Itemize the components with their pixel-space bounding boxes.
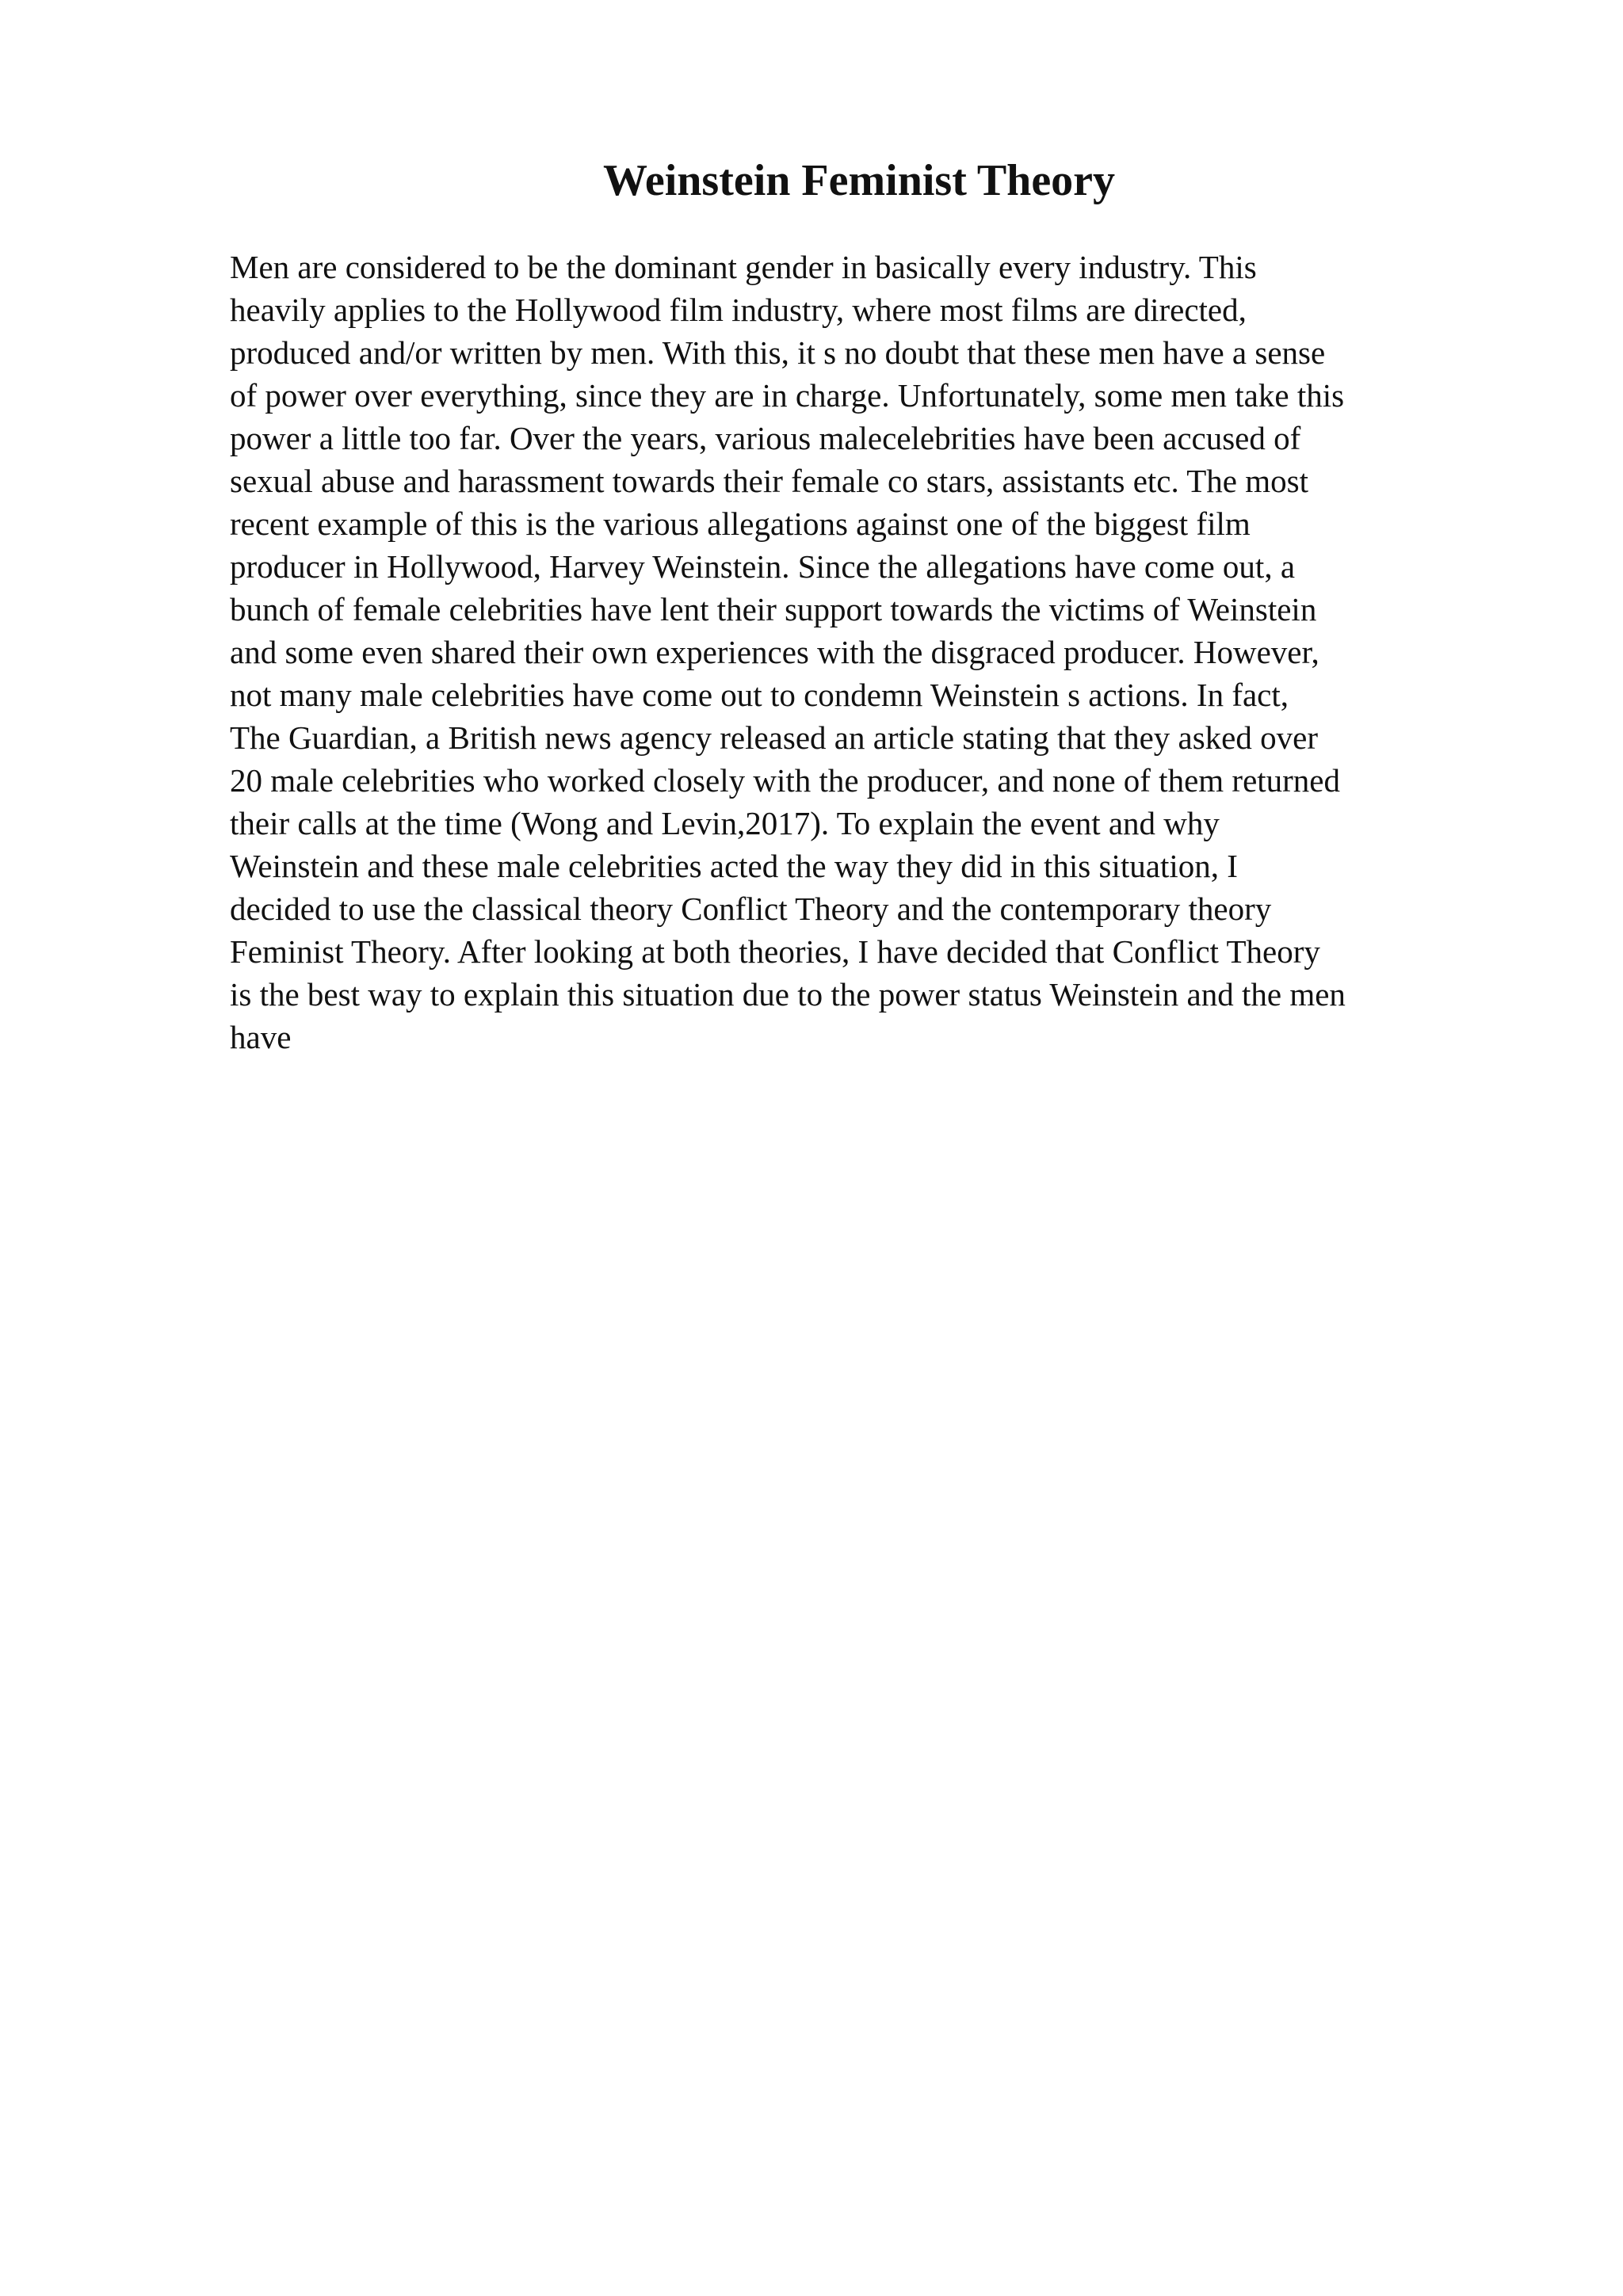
paragraph-line: Feminist Theory. After looking at both theories, I have decided that Conflict Theory [230,933,1320,970]
paragraph-line: bunch of female celebrities have lent their support towards the victims of Weinstein [230,591,1317,627]
paragraph-line: 20 male celebrities who worked closely with the producer, and none of them returned [230,762,1341,799]
paragraph-line: not many male celebrities have come out to condemn Weinstein s actions. In fact, [230,677,1289,713]
paragraph-line: The Guardian, a British news agency released an article stating that they asked over [230,719,1318,756]
paragraph-line: have [230,1019,292,1055]
paragraph-line: produced and/or written by men. With this, it s no doubt that these men have a sense [230,334,1326,371]
paragraph-line: and some even shared their own experiences with the disgraced producer. However, [230,634,1319,670]
paragraph-line: power a little too far. Over the years, various malecelebrities have been accused of [230,420,1301,456]
paragraph-line: sexual abuse and harassment towards their female co stars, assistants etc. The most [230,463,1308,499]
body-paragraph [230,246,1498,1058]
paragraph-line: of power over everything, since they are in charge. Unfortunately, some men take this [230,377,1345,414]
paragraph-line: their calls at the time (Wong and Levin,2017). To explain the event and why [230,805,1220,841]
paragraph-line: decided to use the classical theory Conflict Theory and the contemporary theory [230,891,1272,927]
document-title: Weinstein Feminist Theory [602,156,1116,205]
paragraph-line: recent example of this is the various allegations against one of the biggest film [230,505,1251,542]
paragraph-line: Men are considered to be the dominant gender in basically every industry. This [230,249,1257,285]
paragraph-line: producer in Hollywood, Harvey Weinstein. Since the allegations have come out, a [230,548,1296,585]
paragraph-line: heavily applies to the Hollywood film industry, where most films are directed, [230,292,1247,328]
paragraph-line: is the best way to explain this situation due to the power status Weinstein and the men [230,976,1346,1013]
paragraph-line: Weinstein and these male celebrities acted the way they did in this situation, I [230,848,1238,884]
